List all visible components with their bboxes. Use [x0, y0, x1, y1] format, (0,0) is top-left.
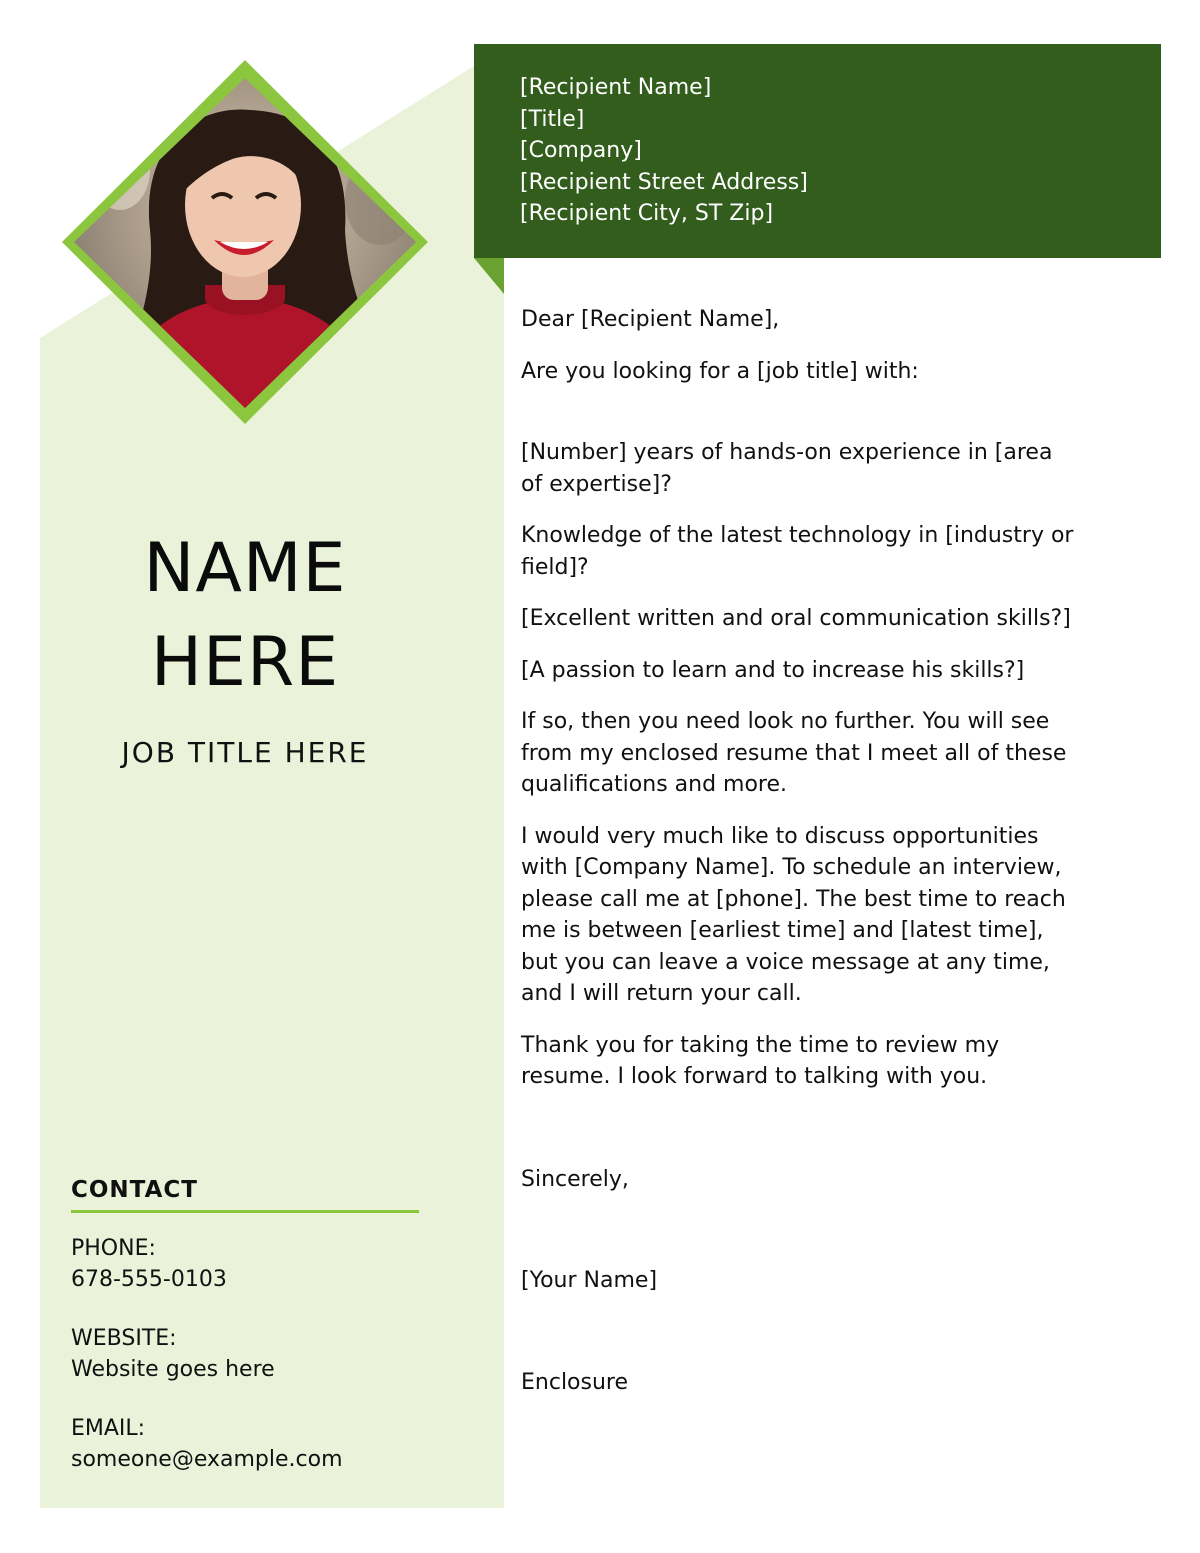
contact-heading: CONTACT: [71, 1175, 419, 1213]
qualification-item: [A passion to learn and to increase his skills?]: [521, 657, 1025, 683]
contact-section: [71, 1175, 419, 1503]
body-paragraph: I would very much like to discuss opportunities with [Company Name]. To schedule an interview, please call me at [phone]. The best time to reach me is between [earliest time] and [latest time], but you can leave a voice message at any time, and I will return your call.: [521, 823, 1066, 1006]
salutation: Dear [Recipient Name],: [521, 307, 780, 332]
email-value: someone@example.com: [71, 1447, 343, 1472]
candidate-name: [40, 522, 450, 710]
email-label: EMAIL:: [71, 1416, 146, 1441]
name-line-2: HERE: [150, 623, 340, 702]
website-block: [71, 1323, 419, 1385]
recipient-street: [Recipient Street Address]: [520, 169, 808, 195]
phone-value: 678-555-0103: [71, 1267, 227, 1292]
recipient-title: [Title]: [520, 106, 585, 132]
qualification-item: [Excellent written and oral communication skills?]: [521, 606, 1071, 631]
body-paragraph: Thank you for taking the time to review my resume. I look forward to talking with you.: [521, 1032, 1000, 1089]
recipient-city: [Recipient City, ST Zip]: [520, 201, 774, 226]
qualification-item: [Number] years of hands-on experience in [area of expertise]?: [521, 440, 1053, 497]
website-label: WEBSITE:: [71, 1326, 177, 1351]
recipient-address: [520, 72, 808, 230]
body-paragraph: If so, then you need look no further. You will see from my enclosed resume that I meet all of these qualifications and more.: [521, 709, 1067, 797]
intro-paragraph: Are you looking for a [job title] with:: [521, 358, 919, 384]
phone-label: PHONE:: [71, 1236, 156, 1261]
qualification-item: Knowledge of the latest technology in [industry or field]?: [521, 523, 1074, 580]
website-value: Website goes here: [71, 1357, 275, 1382]
job-title: JOB TITLE HERE: [121, 736, 369, 769]
phone-block: [71, 1233, 419, 1295]
letter-body: [521, 304, 1076, 1418]
enclosure: Enclosure: [521, 1369, 629, 1395]
recipient-company: [Company]: [520, 138, 642, 163]
name-line-1: NAME: [143, 529, 347, 608]
closing: Sincerely,: [521, 1166, 629, 1192]
email-block: [71, 1413, 419, 1475]
recipient-name: [Recipient Name]: [520, 75, 712, 100]
signature: [Your Name]: [521, 1268, 658, 1293]
